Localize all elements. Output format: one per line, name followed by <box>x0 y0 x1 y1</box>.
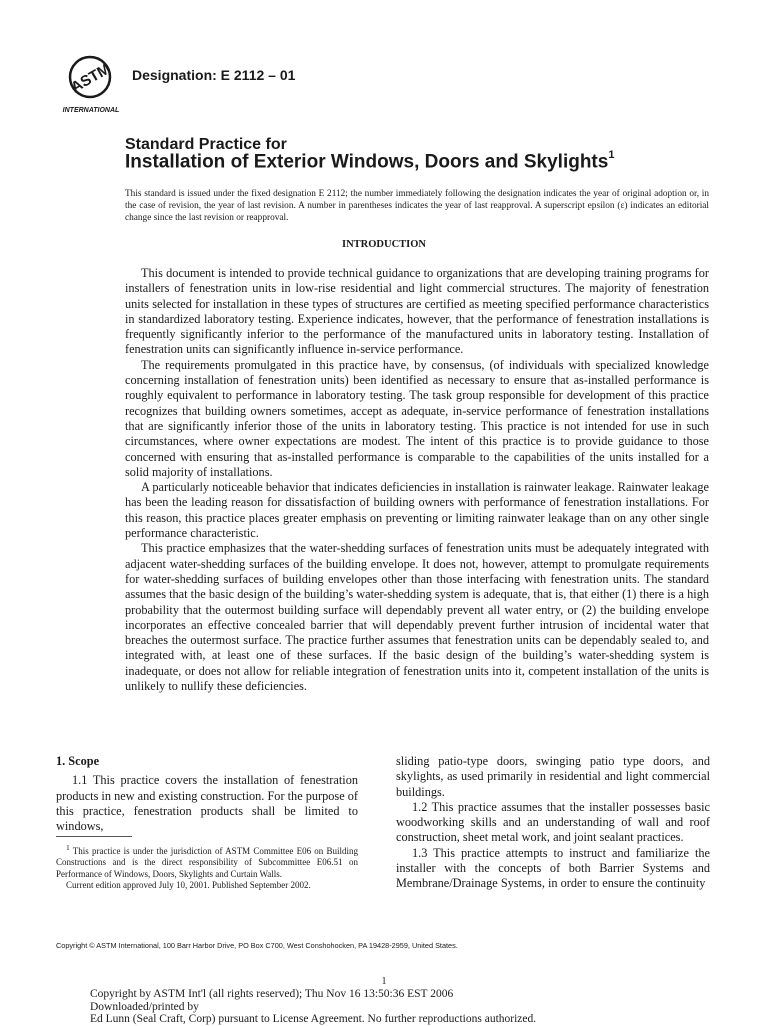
scope-paragraph: 1.2 This practice assumes that the installer possesses basic woodworking skills and an understanding of wall and roof construction, sheet metal work, and joint sealant practices. <box>396 799 710 845</box>
scope-paragraph: sliding patio-type doors, swinging patio type doors, and skylights, as used primarily in residential and light commercial buildings. <box>396 754 710 799</box>
title-main: Installation of Exterior Windows, Doors and Skylights <box>125 151 609 173</box>
copyright-line: Copyright © ASTM International, 100 Barr Harbor Drive, PO Box C700, West Conshohocken, PA 19428-2959, United States. <box>56 941 458 950</box>
logo-subtext: INTERNATIONAL <box>62 107 120 114</box>
title-line-2 <box>125 151 614 173</box>
scope-paragraph: 1.3 This practice attempts to instruct and familiarize the installer with the concepts of both Barrier Systems and Membrane/Drainage Systems, in order to ensure the continuity <box>396 845 710 891</box>
download-line: Ed Lunn (Seal Craft, Corp) pursuant to License Agreement. No further reproductions authorized. <box>90 1013 537 1025</box>
logo-text: ASTM <box>68 60 114 97</box>
left-column <box>56 754 358 834</box>
download-line: Copyright by ASTM Int'l (all rights reserved); Thu Nov 16 13:50:36 EST 2006 <box>90 988 454 1000</box>
title-footnote-mark: 1 <box>608 149 615 161</box>
intro-paragraph: A particularly noticeable behavior that indicates deficiencies in installation is rainwater leakage. Rainwater leakage has been the leading reason for dissatisfaction of building owners with performance of fenestration installations. For this reason, this practice places greater emphasis on preventing or limiting rainwater leakage than on any other single performance characteristic. <box>125 480 709 541</box>
designation: Designation: E 2112 – 01 <box>132 67 296 83</box>
introduction-heading: INTRODUCTION <box>341 239 426 250</box>
footnote <box>56 842 358 892</box>
footnote-edition: Current edition approved July 10, 2001. Published September 2002. <box>66 880 311 891</box>
astm-logo <box>58 52 124 116</box>
footnote-body: This practice is under the jurisdiction of ASTM Committee E06 on Building Constructions and is the direct responsibility of Subcommittee E06.51 on Performance of Windows, Doors, Skylights and Curtain Walls. <box>56 846 358 879</box>
scope-paragraph: 1.1 This practice covers the installation of fenestration products in new and existing construction. For the purpose of this practice, fenestration products shall be limited to windows, <box>56 773 358 834</box>
footnote-divider <box>56 836 132 837</box>
intro-paragraph: This document is intended to provide technical guidance to organizations that are developing training programs for installers of fenestration units in low-rise residential and light commercial structures. The majority of fenestration units selected for installation in these types of structures are certified as meeting specified performance characteristics in standardized laboratory testing. Experience indicates, however, that the performance of fenestration installations is frequently significantly inferior to the performance of the manufactured units in laboratory testing. Installation of fenestration units can significantly influence in-service performance. <box>125 266 709 357</box>
page-number: 1 <box>381 976 387 987</box>
footnote-mark: 1 <box>66 843 70 852</box>
introduction-body <box>125 266 709 694</box>
standard-notice: This standard is issued under the fixed designation E 2112; the number immediately following the designation indicates the year of original adoption or, in the case of revision, the year of last revision. A number in parentheses indicates the year of last reapproval. A superscript epsilon (ε) indicates an editorial change since the last revision or reapproval. <box>125 189 709 223</box>
download-notice <box>90 988 536 1026</box>
right-column <box>396 754 710 892</box>
download-line: Downloaded/printed by <box>90 1000 199 1013</box>
footnote-text <box>56 842 358 880</box>
scope-heading: 1. Scope <box>56 754 100 768</box>
title-line-1: Standard Practice for <box>125 136 287 153</box>
intro-paragraph: The requirements promulgated in this practice have, by consensus, (of individuals with specialized knowledge concerning installation of fenestration units) been identified as necessary to ensure that as-installed performance is roughly equivalent to performance in laboratory testing. The task group responsible for development of this practice recognizes that building owners sometimes, accept as adequate, in-service performance of fenestration installations that are significantly inferior those of the units in laboratory testing. This practice is not intended for use in such circumstances, where owner expectations are modest. The intent of this practice is to provide guidance to those concerned with ensuring that as-installed performance is comparable to the capabilities of the units installed for a solid majority of installations. <box>125 357 709 479</box>
intro-paragraph: This practice emphasizes that the water-shedding surfaces of fenestration units must be adequately integrated with adjacent water-shedding surfaces of the building envelope. It does not, however, attempt to promulgate requirements for water-shedding surfaces of building envelopes other than those interfacing with fenestration units. The standard assumes that the basic design of the building’s water-shedding system is adequate, that is, that either (1) there is a high probability that the outermost building surface will dependably prevent all water entry, or (2) the building envelope incorporates an effective concealed barrier that will dependably prevent further intrusion of incidental water that breaches the outermost surface. The practice further assumes that fenestration units can be dependably sealed to, and integrated with, at least one of these surfaces. If the basic design of the building’s water-shedding system is inadequate, or does not allow for reliable integration of fenestration units into it, competent installation of the units is unlikely to nullify these deficiencies. <box>125 541 709 694</box>
